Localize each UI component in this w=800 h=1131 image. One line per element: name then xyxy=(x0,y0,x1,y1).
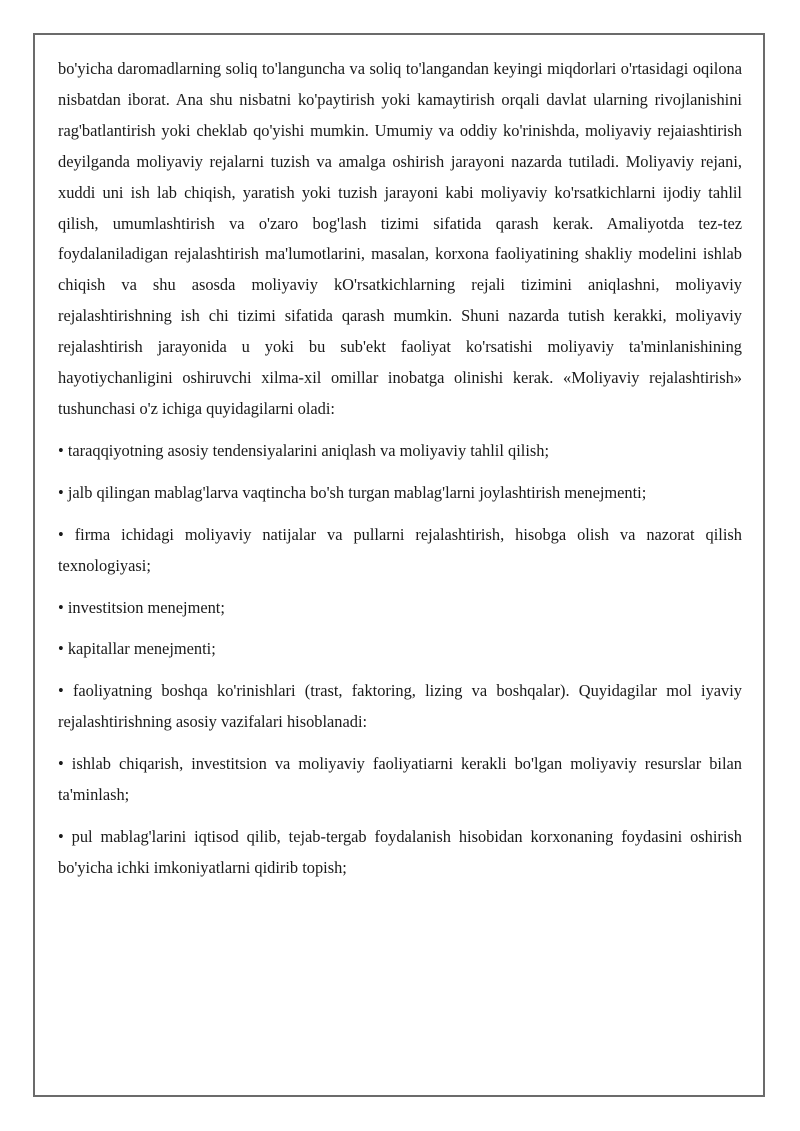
list-item: • investitsion menejment; xyxy=(58,597,225,617)
list-item: • jalb qilingan mablag'larva vaqtincha bo'sh turgan mablag'larni joylashtirish menejmenti; xyxy=(58,482,647,502)
intro-paragraph: bo'yicha daromadlarning soliq to'languncha va soliq to'langandan keyingi miqdorlari o'rtasidagi oqilona nisbatdan iborat. Ana shu nisbatni ko'paytirish yoki kamaytirish orqali davlat ularning rivojlanishini rag'batlantirish yoki cheklab qo'yishi mumkin. Umumiy va oddiy ko'rinishda, moliyaviy rejaiashtirish deyilganda moliyaviy rejalarni tuzish va amalga oshirish jarayoni nazarda tutiladi. Moliyaviy rejani, xuddi uni ish lab chiqish, yaratish yoki tuzish jarayoni kabi moliyaviy ko'rsatkichlarni ijodiy tahlil qilish, umumlashtirish va o'zaro bog'lash tizimi sifatida qarash kerak. Amaliyotda tez-tez foydalaniladigan rejalashtirish ma'lumotlarini, masalan, korxona faoliyatining shakliy modelini ishlab chiqish va shu asosda moliyaviy kO'rsatkichlarning rejali tizimini aniqlashni, moliyaviy rejalashtirishning ish chi tizimi sifatida qarash mumkin. Shuni nazarda tutish kerakki, moliyaviy rejalashtirish jarayonida u yoki bu sub'ekt faoliyat ko'rsatishi moliyaviy ta'minlanishining hayotiychanligini oshiruvchi xilma-xil omillar inobatga olinishi kerak. «Moliyaviy rejalashtirish» tushunchasi o'z ichiga quyidagilarni oladi: xyxy=(58,59,742,418)
list-item: • faoliyatning boshqa ko'rinishlari (trast, faktoring, lizing va boshqalar). Quyidagilar mol iyaviy rejalashtirishning asosiy vazifalari hisoblanadi: xyxy=(58,681,742,732)
list-item: • taraqqiyotning asosiy tendensiyalarini aniqlash va moliyaviy tahlil qilish; xyxy=(58,440,549,460)
list-item: • firma ichidagi moliyaviy natijalar va pullarni rejalashtirish, hisobga olish va nazorat qilish texnologiyasi; xyxy=(58,524,742,575)
list-item: • ishlab chiqarish, investitsion va moliyaviy faoliyatiarni kerakli bo'lgan moliyaviy resurslar bilan ta'minlash; xyxy=(58,754,742,805)
list-item: • pul mablag'larini iqtisod qilib, tejab-tergab foydalanish hisobidan korxonaning foydasini oshirish bo'yicha ichki imkoniyatlarni qidirib topish; xyxy=(58,826,742,877)
document-body xyxy=(58,54,742,895)
list-item: • kapitallar menejmenti; xyxy=(58,639,216,659)
